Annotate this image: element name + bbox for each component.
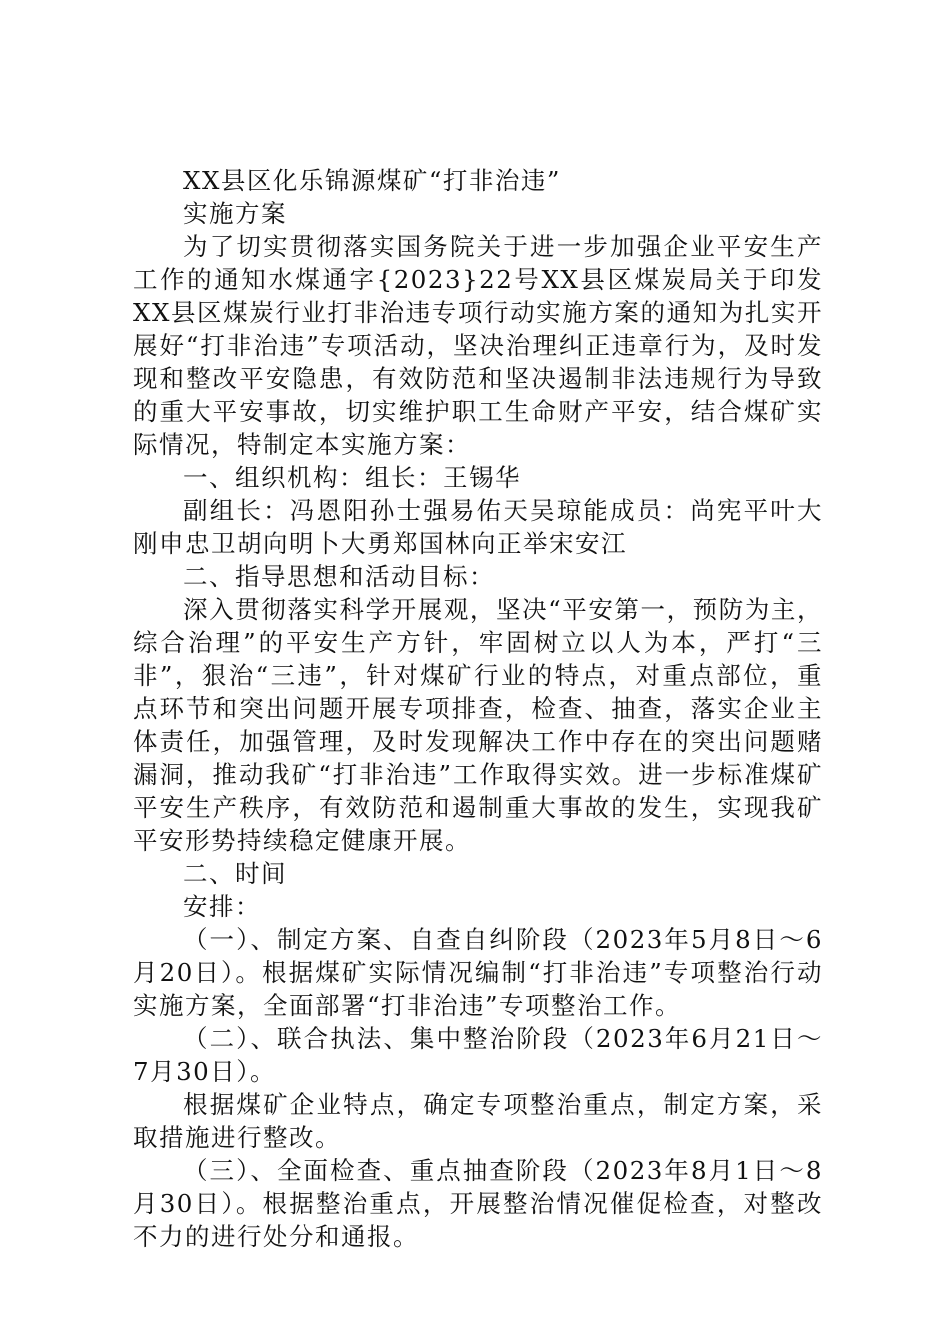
paragraph-phase-one: （一）、制定方案、自查自纠阶段（2023年5月8日～6月20日）。根据煤矿实际情况编制“打非治违”专项整治行动实施方案，全面部署“打非治违”专项整治工作。 <box>133 925 823 1020</box>
paragraph-phase-three: （三）、全面检查、重点抽查阶段（2023年8月1日～8月30日）。根据整治重点，开展整治情况催促检查，对整改不力的进行处分和通报。 <box>133 1156 823 1251</box>
section-heading-time: 二、时间 <box>183 859 287 888</box>
document-body <box>133 164 823 1253</box>
section-heading-guiding-ideology: 二、指导思想和活动目标： <box>183 562 495 591</box>
paragraph-intro: 为了切实贯彻落实国务院关于进一步加强企业平安生产工作的通知水煤通字{2023}22号XX县区煤炭局关于印发XX县区煤炭行业打非治违专项行动实施方案的通知为扎实开展好“打非治违”专项活动，坚决治理纠正违章行为，及时发现和整改平安隐患，有效防范和坚决遏制非法违规行为导致的重大平安事故，切实维护职工生命财产平安，结合煤矿实际情况，特制定本实施方案： <box>133 232 823 459</box>
paragraph-phase-two-detail: 根据煤矿企业特点，确定专项整治重点，制定方案，采取措施进行整改。 <box>133 1090 823 1152</box>
document-subtitle: 实施方案 <box>183 199 287 228</box>
paragraph-phase-two: （二）、联合执法、集中整治阶段（2023年6月21日～7月30日）。 <box>133 1024 823 1086</box>
paragraph-members: 副组长：冯恩阳孙士强易佑天吴琼能成员：尚宪平叶大刚申忠卫胡向明卜大勇郑国林向正举宋安江 <box>133 496 823 558</box>
paragraph-guiding-ideology: 深入贯彻落实科学开展观，坚决“平安第一，预防为主，综合治理”的平安生产方针，牢固树立以人为本，严打“三非”，狠治“三违”，针对煤矿行业的特点，对重点部位，重点环节和突出问题开展专项排查，检查、抽查，落实企业主体责任，加强管理，及时发现解决工作中存在的突出问题赌漏洞，推动我矿“打非治违”工作取得实效。进一步标准煤矿平安生产秩序，有效防范和遏制重大事故的发生，实现我矿平安形势持续稳定健康开展。 <box>133 595 823 855</box>
document-title: XX县区化乐锦源煤矿“打非治违” <box>183 166 561 195</box>
section-heading-organization: 一、组织机构：组长：王锡华 <box>183 463 521 492</box>
section-heading-arrangement: 安排： <box>183 892 261 921</box>
